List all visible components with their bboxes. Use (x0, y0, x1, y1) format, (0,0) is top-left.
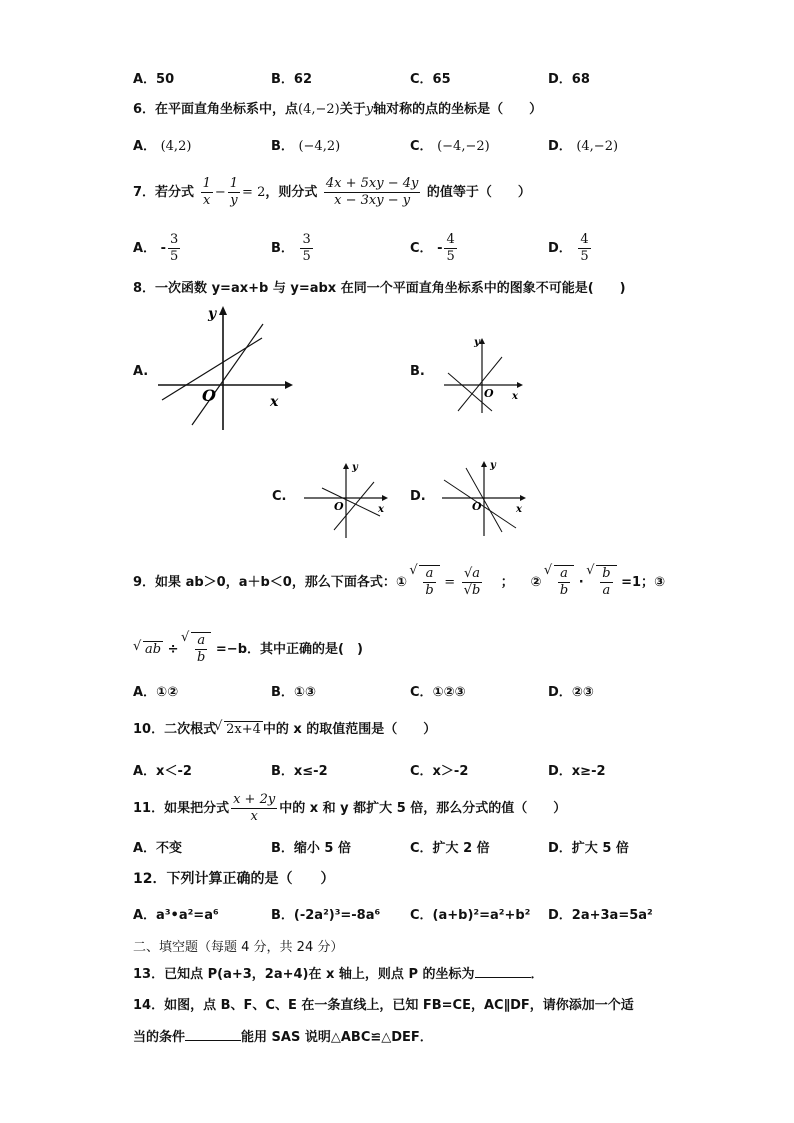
q9-e2-b-num: √ b (602, 566, 611, 581)
q5-option-b: B．62 (271, 72, 312, 87)
q11-stem-text: 11．如果把分式 (133, 801, 230, 816)
section-2-heading: 二、填空题（每题 4 分，共 24 分） (133, 940, 344, 955)
q10-option-a: A．x＜-2 (133, 764, 192, 779)
q9-option-b: B．①③ (271, 685, 316, 700)
q10-option-b: B．x≤-2 (271, 764, 328, 779)
graph-d-x-label: x (516, 504, 522, 515)
graph-c-y-label: y (352, 462, 358, 473)
q7-expr-frac (324, 176, 420, 209)
q12-options (133, 904, 653, 924)
q7-option-b (271, 232, 315, 265)
q9-stem-text: 9．如果 ab＞0，a＋b＜0，那么下面各式：① (133, 575, 407, 590)
q7-option-c-num: 4 (446, 232, 455, 247)
graph-c-x-arrow (382, 495, 388, 501)
q7-stem (133, 176, 531, 209)
q6-option-a-value: (4,2) (160, 139, 192, 154)
q7-cond-den2: y (230, 193, 238, 208)
q11-option-a: A．不变 (133, 841, 183, 856)
q9-e1-right-num: √a (462, 566, 483, 583)
q5-option-d: D．68 (548, 72, 590, 87)
q8-stem: 8．一次函数 y=ax+b 与 y=abx 在同一个平面直角坐标系中的图象不可能是( ) (133, 281, 626, 296)
q14-answer-blank[interactable] (185, 1040, 241, 1041)
q10-option-c: C．x＞-2 (410, 764, 469, 779)
q6-option-b-value: (−4,2) (298, 139, 341, 154)
q7-stem-text-b: ，则分式 (265, 185, 318, 200)
q7-option-c-frac (444, 232, 456, 265)
q7-cond-frac2 (228, 176, 240, 209)
q9-e3-num: √ a (195, 633, 207, 650)
q11-stem (133, 792, 566, 825)
q11-option-b: B．缩小 5 倍 (271, 841, 352, 856)
q9-e3-ab: √ ab (143, 641, 163, 657)
q9-e3-rest: =−b．其中正确的是( ) (215, 642, 363, 657)
graph-a-y-arrow (219, 306, 227, 315)
q7-option-c-den: 5 (446, 249, 455, 264)
graph-b-x-label: x (512, 391, 518, 402)
q9-e2-a-num: √ a (558, 566, 570, 583)
q6-stem-text-b: 关于 (339, 102, 366, 117)
q14-stem-line-2 (133, 1026, 433, 1045)
q10-option-d: D．x≥-2 (548, 764, 606, 779)
graph-b-y-label: y (474, 337, 480, 348)
graph-d-x-arrow (520, 495, 526, 501)
q9-e1-right (462, 566, 483, 599)
q9-e2-dot: · (578, 575, 584, 590)
q14-stem-text: 当的条件 (133, 1030, 186, 1045)
q7-option-b-label: B． (271, 241, 294, 256)
q7-options (133, 232, 653, 268)
graph-c-y-arrow (343, 463, 349, 469)
q9-e3-div: ÷ (167, 642, 179, 657)
q7-cond-den1: x (203, 193, 211, 208)
q9-stem-2 (133, 632, 363, 666)
graph-a-y-label: y (208, 306, 217, 322)
q7-option-a-sign: - (160, 241, 166, 256)
q7-option-a-num: 3 (170, 232, 179, 247)
q14-stem-text-b: 能用 SAS 说明△ABC≌△DEF． (241, 1030, 433, 1045)
q11-den: x (250, 809, 258, 824)
q6-option-c-label: C． (410, 139, 433, 154)
q10-stem-text: 10．二次根式 (133, 722, 217, 737)
q7-option-b-den: 5 (302, 249, 311, 264)
q7-option-a-den: 5 (170, 249, 179, 264)
q8-graph-b (440, 335, 525, 415)
q9-options (133, 681, 653, 701)
q12-stem: 12．下列计算正确的是（ ） (133, 871, 335, 887)
q11-stem-text-b: 中的 x 和 y 都扩大 5 倍，那么分式的值（ ） (279, 801, 567, 816)
q7-cond-num2: 1 (229, 176, 239, 191)
q8-label-a: A. (133, 364, 149, 379)
q6-option-d (548, 135, 618, 154)
graph-c-origin: O (334, 500, 344, 513)
q13-stem-end: ． (530, 967, 544, 982)
q8-graph-a (150, 300, 295, 435)
graph-a-x-label: x (270, 394, 279, 410)
q7-option-c-label: C． (410, 241, 433, 256)
q7-option-b-num: 3 (302, 232, 311, 247)
q5-options (133, 68, 653, 88)
q6-point: (4,−2) (298, 102, 340, 117)
q8-label-d: D. (410, 489, 426, 504)
q7-stem-text: 7．若分式 (133, 185, 195, 200)
q8-graph-d (438, 458, 528, 538)
q9-e1-left-den: b (425, 583, 434, 598)
q7-option-d-den: 5 (580, 249, 589, 264)
q7-expr-den: x − 3xy − y (334, 193, 411, 208)
q12-option-c: C．(a+b)²=a²+b² (410, 908, 531, 923)
q7-cond-frac1 (201, 176, 213, 209)
q8-label-b: B. (410, 364, 425, 379)
q13-stem (133, 963, 544, 982)
graph-d-y-label: y (490, 460, 496, 471)
q6-option-d-label: D． (548, 139, 572, 154)
q9-e3-frac-sqrt (191, 632, 211, 666)
q12-option-b: B．(-2a²)³=-8a⁶ (271, 908, 381, 923)
q9-e1-left (419, 565, 439, 599)
q6-option-c (410, 135, 490, 154)
graph-c-line-1 (322, 488, 380, 516)
q7-expr-num: 4x + 5xy − 4y (325, 176, 419, 191)
graph-b-origin: O (484, 387, 494, 400)
q11-frac (231, 792, 277, 825)
q7-option-d (548, 232, 593, 265)
q5-option-c: C．65 (410, 72, 451, 87)
q6-stem (133, 98, 542, 117)
graph-b-x-arrow (517, 382, 523, 388)
graph-d-origin: O (472, 500, 482, 513)
q10-stem (133, 718, 436, 737)
q9-e2-b (596, 565, 616, 599)
q7-cond-eq: = 2 (242, 185, 266, 200)
q11-options (133, 837, 653, 857)
q6-stem-text: 6．在平面直角坐标系中，点 (133, 102, 299, 117)
q13-answer-blank[interactable] (475, 977, 531, 978)
q12-option-d: D．2a+3a=5a² (548, 908, 653, 923)
q6-stem-text-c: 轴对称的点的坐标是（ ） (373, 102, 543, 117)
q9-e2-eq: =1；③ (621, 575, 666, 590)
q5-option-a: A．50 (133, 72, 175, 87)
q9-stem (133, 565, 665, 599)
q7-option-a (133, 232, 182, 265)
q11-num: x + 2y (233, 792, 276, 807)
q9-e2-a-frac (558, 566, 570, 599)
q13-stem-text: 13．已知点 P(a+3，2a+4)在 x 轴上，则点 P 的坐标为 (133, 967, 475, 982)
q7-option-b-frac (300, 232, 312, 265)
graph-d-y-arrow (481, 461, 487, 467)
q7-option-c-sign: - (437, 241, 443, 256)
q9-option-a: A．①② (133, 685, 179, 700)
q9-e1-eq: = (444, 575, 456, 590)
q9-sep: ； (500, 575, 514, 590)
q12-option-a: A．a³•a²=a⁶ (133, 908, 219, 923)
q7-option-d-label: D． (548, 241, 572, 256)
q9-option-c: C．①②③ (410, 685, 466, 700)
q7-cond-num1: 1 (202, 176, 211, 191)
q7-option-d-num: 4 (580, 232, 589, 247)
q9-e3-frac (195, 633, 207, 666)
q7-option-a-label: A． (133, 241, 157, 256)
q7-stem-text-c: 的值等于（ ） (426, 185, 531, 200)
q7-option-c (410, 232, 459, 265)
q11-option-c: C．扩大 2 倍 (410, 841, 490, 856)
q9-e2-b-frac (600, 566, 612, 599)
q9-e3-den: b (197, 650, 206, 665)
q9-e1-left-num: √ a (423, 566, 435, 583)
q10-stem-text-b: 中的 x 的取值范围是（ ） (262, 722, 437, 737)
q6-option-c-value: (−4,−2) (437, 139, 490, 154)
q6-option-a-label: A． (133, 139, 157, 154)
q6-options (133, 135, 653, 155)
graph-b-line-2 (458, 357, 502, 411)
q9-e1-left-frac (423, 566, 435, 599)
graph-a-x-arrow (285, 381, 293, 389)
q9-e2-a-den: b (559, 583, 569, 598)
q10-radical: √ 2x+4 (224, 721, 263, 737)
q9-e1-right-den: √b (463, 583, 481, 598)
q8-graph-c (300, 460, 390, 540)
q6-axis: y (365, 102, 374, 117)
q7-cond-minus: − (214, 185, 226, 200)
q6-option-b (271, 135, 340, 154)
graph-c-x-label: x (378, 504, 384, 515)
q9-circ2: ② (530, 575, 542, 590)
q9-e2-b-den: a (602, 583, 611, 598)
graph-b-y-arrow (479, 338, 485, 344)
q11-option-d: D．扩大 5 倍 (548, 841, 629, 856)
q8-label-c: C. (272, 489, 287, 504)
q7-option-a-frac (168, 232, 180, 265)
q9-option-d: D．②③ (548, 685, 594, 700)
q6-option-d-value: (4,−2) (576, 139, 619, 154)
graph-a-origin: O (202, 386, 216, 405)
q6-option-a (133, 135, 191, 154)
q9-e2-a (554, 565, 574, 599)
q10-options (133, 760, 653, 780)
q6-option-b-label: B． (271, 139, 294, 154)
q14-stem-line-1: 14．如图，点 B、F、C、E 在一条直线上，已知 FB=CE，AC∥DF，请你添加一个适 (133, 998, 634, 1013)
q7-option-d-frac (578, 232, 590, 265)
